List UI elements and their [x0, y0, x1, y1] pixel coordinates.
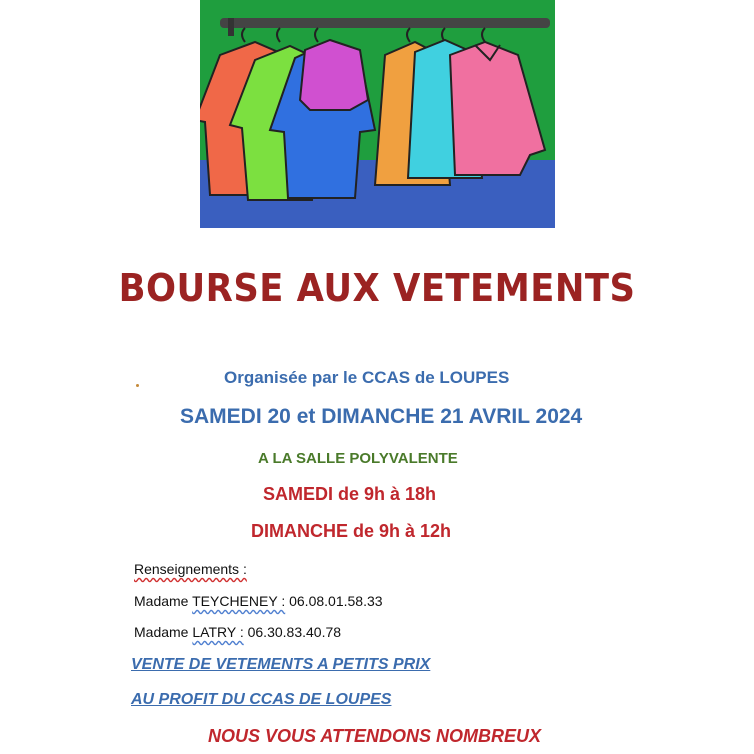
contact-teycheney [134, 593, 383, 609]
tagline-sale: VENTE DE VETEMENTS A PETITS PRIX [131, 656, 431, 673]
organiser-line: Organisée par le CCAS de LOUPES [224, 368, 510, 387]
contact-phone: 06.30.83.40.78 [243, 624, 342, 640]
contact-prefix: Madame [134, 624, 193, 640]
contact-name: TEYCHENEY : [192, 593, 286, 609]
contact-phone: 06.08.01.58.33 [285, 593, 383, 609]
info-label: Renseignements : [134, 561, 247, 577]
clothes-rack-illustration [200, 0, 555, 228]
bullet-dot [136, 384, 139, 387]
closing-message: NOUS VOUS ATTENDONS NOMBREUX [208, 726, 542, 746]
contact-latry [134, 624, 341, 640]
event-dates: SAMEDI 20 et DIMANCHE 21 AVRIL 2024 [180, 405, 583, 428]
page-title: BOURSE AUX VETEMENTS [118, 266, 636, 310]
event-venue: A LA SALLE POLYVALENTE [258, 450, 458, 467]
contact-name: LATRY : [192, 624, 244, 640]
contact-prefix: Madame [134, 593, 193, 609]
sunday-hours: DIMANCHE de 9h à 12h [251, 521, 452, 541]
saturday-hours: SAMEDI de 9h à 18h [263, 484, 437, 504]
tagline-benefit: AU PROFIT DU CCAS DE LOUPES [131, 691, 392, 708]
